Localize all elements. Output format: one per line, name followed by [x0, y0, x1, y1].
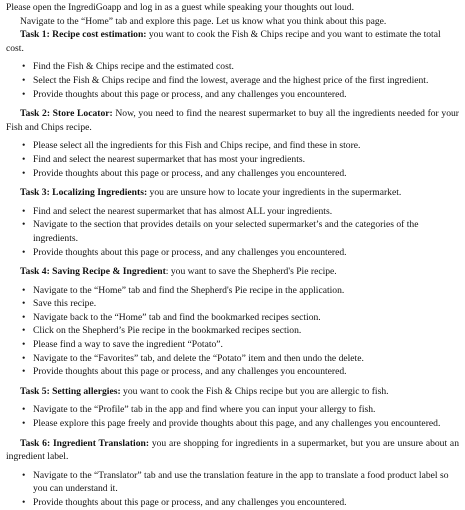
list-item: • Navigate to the “Translator” tab and use the translation feature in the app to translate a food product label so you can understand it. [22, 469, 459, 496]
intro-line-2: Navigate to the “Home” tab and explore this page. Let us know what you think about this page. [20, 15, 387, 27]
list-item: • Navigate to the “Home” tab and find the Shepherd's Pie recipe in the application. [22, 284, 459, 298]
task-3-title: Task 3: Localizing Ingredients: [20, 187, 148, 199]
task-1-heading [6, 28, 459, 55]
task-2-title: Task 2: Store Locator: [20, 108, 113, 120]
list-item: • Save this recipe. [22, 297, 459, 311]
task-1-title: Task 1: Recipe cost estimation: [20, 29, 147, 41]
task-4-description: : you want to save the Shepherd's Pie recipe. [165, 266, 337, 278]
task-2-heading [6, 107, 459, 134]
list-item: • Provide thoughts about this page or process, and any challenges you encountered. [22, 246, 459, 260]
list-item: • Provide thoughts about this page or process, and any challenges you encountered. [22, 496, 459, 510]
list-item: • Please find a way to save the ingredient “Potato”. [22, 338, 459, 352]
task-4-list [6, 284, 459, 379]
list-item: • Navigate to the “Profile” tab in the app and find where you can input your allergy to fish. [22, 403, 459, 417]
task-3-description: you are unsure how to locate your ingredients in the supermarket. [147, 187, 402, 199]
list-item: • Navigate back to the “Home” tab and find the bookmarked recipes section. [22, 311, 459, 325]
task-3-list [6, 205, 459, 259]
task-5-title: Task 5: Setting allergies: [20, 385, 121, 397]
task-5-description: you want to cook the Fish & Chips recipe but you are allergic to fish. [120, 385, 389, 397]
task-6-list [6, 469, 459, 510]
task-5-heading [6, 385, 459, 399]
task-4-heading [6, 265, 459, 279]
task-5-list [6, 403, 459, 430]
list-item: • Find and select the nearest supermarket that has almost ALL your ingredients. [22, 205, 459, 219]
intro-line-1: Please open the IngrediGoapp and log in as a guest while speaking your thoughts out loud. [6, 2, 354, 13]
task-6-title: Task 6: Ingredient Translation: [20, 437, 150, 449]
list-item: • Please explore this page freely and provide thoughts about this page, and any challenges you encountered. [22, 417, 459, 431]
task-2-list [6, 139, 459, 180]
task-6-heading [6, 437, 459, 464]
list-item: • Please select all the ingredients for this Fish and Chips recipe, and find these in store. [22, 139, 459, 153]
list-item: • Navigate to the “Favorites” tab, and delete the “Potato” item and then undo the delete. [22, 352, 459, 366]
task-4-title: Task 4: Saving Recipe & Ingredient [20, 266, 166, 278]
list-item: • Select the Fish & Chips recipe and find the lowest, average and the highest price of the first ingredient. [22, 74, 459, 88]
task-1-description: you want to cook the Fish & Chips recipe and you want to estimate the total cost. [6, 29, 441, 54]
task-1-list [6, 60, 459, 101]
list-item: • Navigate to the section that provides details on your selected supermarket’s and the categories of the ingredients. [22, 218, 459, 245]
task-3-heading [6, 186, 459, 200]
list-item: • Click on the Shepherd’s Pie recipe in the bookmarked recipes section. [22, 324, 459, 338]
list-item: • Provide thoughts about this page or process, and any challenges you encountered. [22, 365, 459, 379]
list-item: • Find and select the nearest supermarket that has most your ingredients. [22, 153, 459, 167]
list-item: • Provide thoughts about this page or process, and any challenges you encountered. [22, 88, 459, 102]
task-2-description: Now, you need to find the nearest supermarket to buy all the ingredients needed for your Fish and Chips recipe. [6, 108, 459, 133]
list-item: • Provide thoughts about this page or process, and any challenges you encountered. [22, 167, 459, 181]
task-6-description: you are shopping for ingredients in a supermarket, but you are unsure about an ingredient label. [6, 437, 459, 463]
list-item: • Find the Fish & Chips recipe and the estimated cost. [22, 60, 459, 74]
